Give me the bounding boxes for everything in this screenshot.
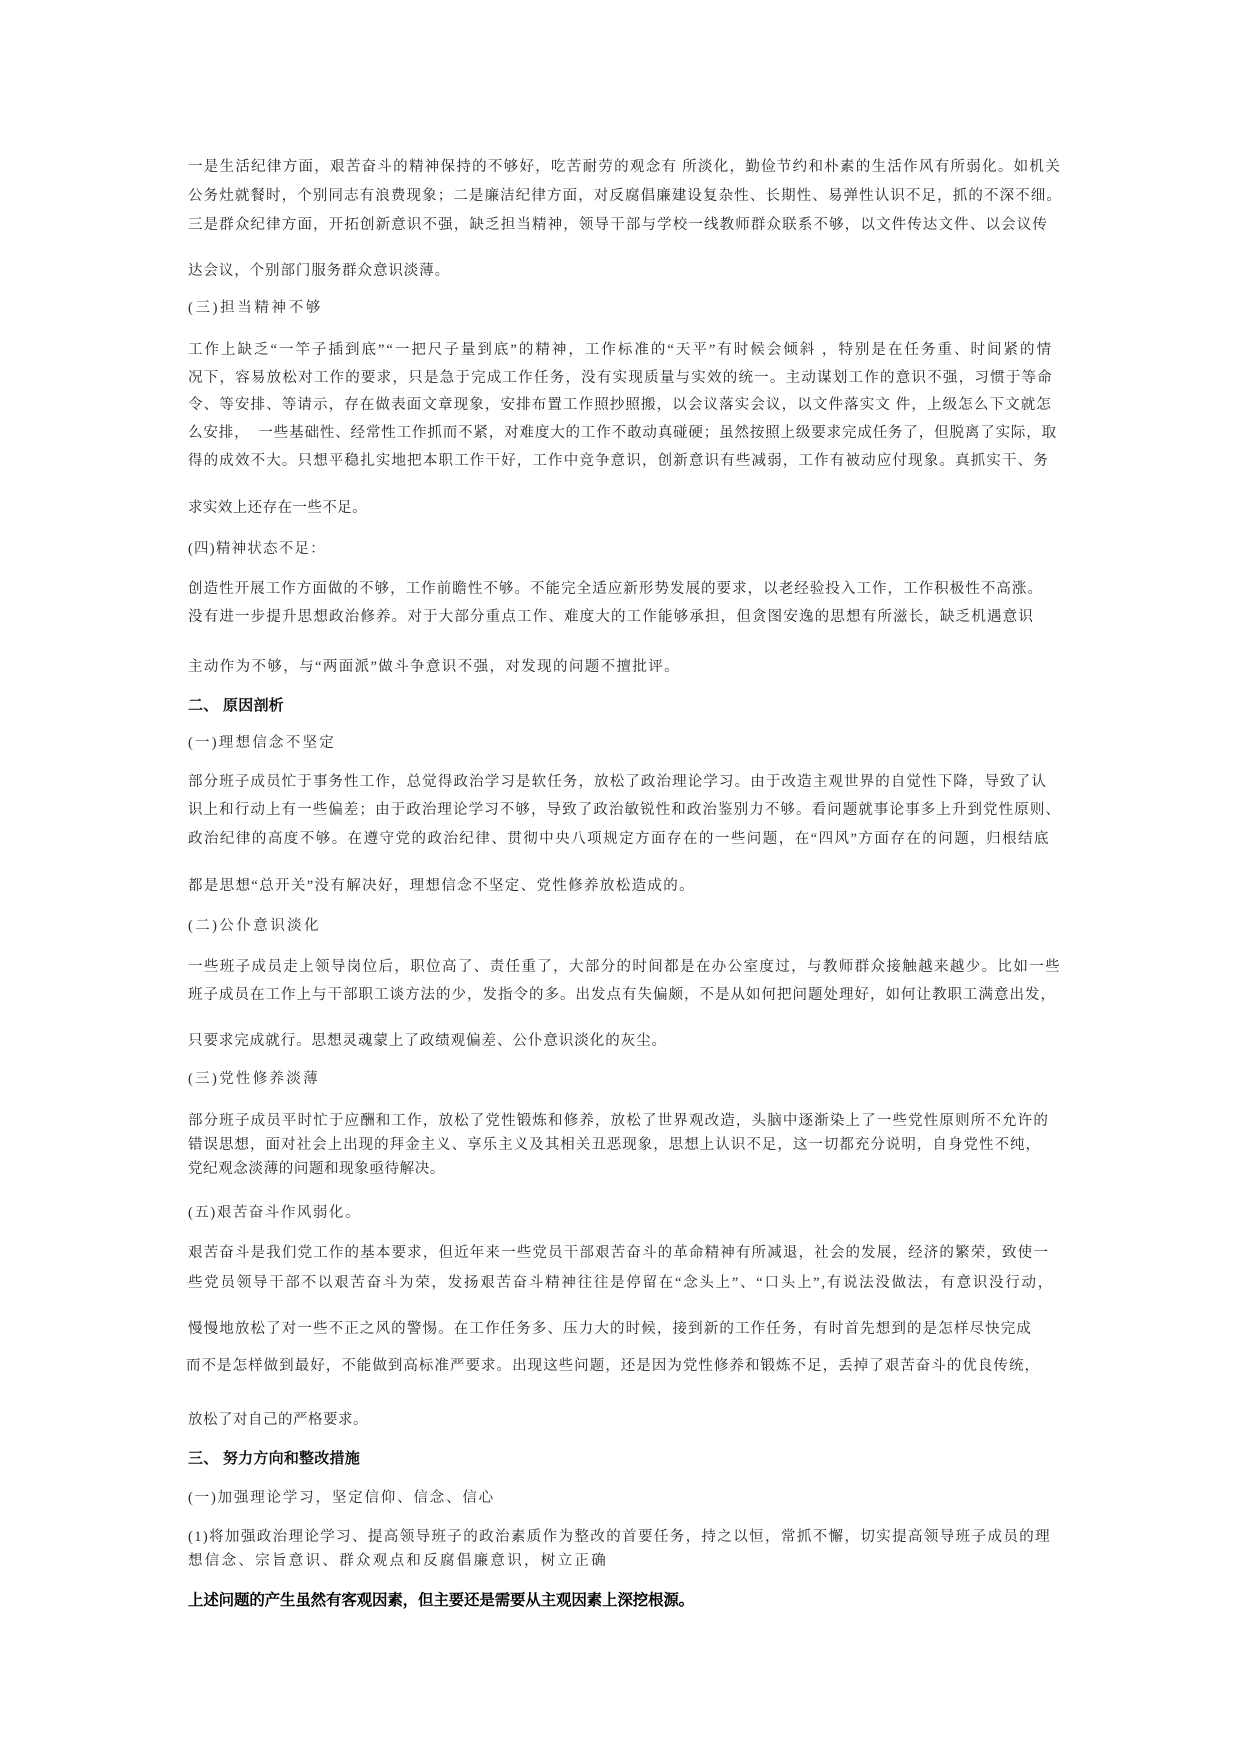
paragraph-line: 都是思想“总开关”没有解决好，理想信念不坚定、党性修养放松造成的。 bbox=[188, 878, 695, 894]
paragraph-line: 工作上缺乏“一竿子插到底”“一把尺子量到底”的精神，工作标准的“天平”有时候会倾斜 ，特别是在任务重、时间紧的情 bbox=[188, 342, 1053, 358]
paragraph-line: 公务灶就餐时，个别同志有浪费现象；二是廉洁纪律方面，对反腐倡廉建设复杂性、长期性、易弹性认识不足，抓的不深不细。 bbox=[188, 188, 1062, 204]
paragraph-line: 党纪观念淡薄的问题和现象亟待解决。 bbox=[188, 1161, 445, 1177]
subsection-heading: (三)党性修养淡薄 bbox=[188, 1071, 320, 1087]
paragraph-line: 部分班子成员忙于事务性工作，总觉得政治学习是软任务，放松了政治理论学习。由于改造主观世界的自觉性下降，导致了认 bbox=[188, 774, 1047, 790]
subsection-heading: (一)加强理论学习，坚定信仰、信念、信心 bbox=[188, 1490, 495, 1506]
paragraph-line: 些党员领导干部不以艰苦奋斗为荣，发扬艰苦奋斗精神往往是停留在“念头上”、“口头上”,有说法没做法，有意识没行动， bbox=[188, 1275, 1054, 1291]
subsection-heading: (五)艰苦奋斗作风弱化。 bbox=[188, 1205, 361, 1221]
paragraph-line: 一些班子成员走上领导岗位后，职位高了、责任重了，大部分的时间都是在办公室度过，与教师群众接触越来越少。比如一些 bbox=[188, 959, 1061, 975]
paragraph-line: 慢慢地放松了对一些不正之风的警惕。在工作任务多、压力大的时候，接到新的工作任务，有时首先想到的是怎样尽快完成 bbox=[188, 1321, 1032, 1337]
subsection-heading: (三)担当精神不够 bbox=[188, 300, 323, 316]
paragraph-line: 政治纪律的高度不够。在遵守党的政治纪律、贯彻中央八项规定方面存在的一些问题，在“四风”方面存在的问题，归根结底 bbox=[188, 831, 1050, 847]
section-heading: 二、 原因剖析 bbox=[188, 697, 284, 714]
paragraph-line: 主动作为不够，与“两面派”做斗争意识不强，对发现的问题不擅批评。 bbox=[188, 659, 680, 675]
paragraph-line: 一是生活纪律方面，艰苦奋斗的精神保持的不够好，吃苦耐劳的观念有 所淡化，勤俭节约和朴素的生活作风有所弱化。如机关 bbox=[188, 159, 1061, 175]
paragraph-line: 而不是怎样做到最好，不能做到高标准严要求。出现这些问题，还是因为党性修养和锻炼不足，丢掉了艰苦奋斗的优良传统， bbox=[186, 1358, 1040, 1374]
subsection-heading: (一)理想信念不坚定 bbox=[188, 735, 336, 751]
paragraph-line: 班子成员在工作上与干部职工谈方法的少，发指令的多。出发点有失偏颇，不是从如何把问题处理好，如何让教职工满意出发， bbox=[188, 987, 1056, 1003]
paragraph-line: 没有进一步提升思想政治修养。对于大部分重点工作、难度大的工作能够承担，但贪图安逸的思想有所滋长，缺乏机遇意识 bbox=[188, 609, 1034, 625]
subsection-heading: (四)精神状态不足： bbox=[188, 541, 326, 557]
paragraph-line: 识上和行动上有一些偏差；由于政治理论学习不够，导致了政治敏锐性和政治鉴别力不够。看问题就事论事多上升到党性原则、 bbox=[188, 802, 1061, 818]
paragraph-line: 得的成效不大。只想平稳扎实地把本职工作干好，工作中竞争意识，创新意识有些减弱，工作有被动应付现象。真抓实干、务 bbox=[188, 453, 1049, 469]
paragraph-line: 三是群众纪律方面，开拓创新意识不强，缺乏担当精神，领导干部与学校一线教师群众联系不够，以文件传达文件、以会议传 bbox=[188, 217, 1048, 233]
paragraph-line: 求实效上还存在一些不足。 bbox=[188, 500, 367, 516]
paragraph-line: (1)将加强政治理论学习、提高领导班子的政治素质作为整改的首要任务，持之以恒，常抓不懈，切实提高领导班子成员的理 bbox=[188, 1529, 1051, 1545]
paragraph-line: 放松了对自己的严格要求。 bbox=[188, 1412, 368, 1428]
paragraph-line: 部分班子成员平时忙于应酬和工作，放松了党性锻炼和修养，放松了世界观改造，头脑中逐渐染上了一些党性原则所不允许的 bbox=[188, 1113, 1049, 1129]
paragraph-line: 只要求完成就行。思想灵魂蒙上了政绩观偏差、公仆意识淡化的灰尘。 bbox=[188, 1033, 667, 1049]
paragraph-line: 么安排， 一些基础性、经常性工作抓而不紧，对难度大的工作不敢动真碰硬；虽然按照上级要求完成任务了，但脱离了实际，取 bbox=[188, 425, 1057, 441]
paragraph-line: 错误思想，面对社会上出现的拜金主义、享乐主义及其相关丑恶现象，思想上认识不足，这一切都充分说明，自身党性不纯， bbox=[188, 1137, 1041, 1153]
subsection-heading: (二)公仆意识淡化 bbox=[188, 918, 321, 934]
paragraph-line: 想信念、宗旨意识、群众观点和反腐倡廉意识，树立正确 bbox=[188, 1553, 608, 1569]
section-heading: 三、 努力方向和整改措施 bbox=[188, 1450, 360, 1467]
closing-statement: 上述问题的产生虽然有客观因素，但主要还是需要从主观因素上深挖根源。 bbox=[188, 1592, 694, 1609]
paragraph-line: 艰苦奋斗是我们党工作的基本要求，但近年来一些党员干部艰苦奋斗的革命精神有所减退，社会的发展，经济的繁荣，致使一 bbox=[188, 1245, 1049, 1261]
paragraph-line: 况下，容易放松对工作的要求，只是急于完成工作任务，没有实现质量与实效的统一。主动谋划工作的意识不强，习惯于等命 bbox=[188, 370, 1053, 386]
paragraph-line: 创造性开展工作方面做的不够，工作前瞻性不够。不能完全适应新形势发展的要求，以老经验投入工作，工作积极性不高涨。 bbox=[188, 581, 1043, 597]
paragraph-line: 令、等安排、等请示，存在做表面文章现象，安排布置工作照抄照搬，以会议落实会议，以文件落实文 件，上级怎么下文就怎 bbox=[188, 397, 1052, 413]
paragraph-line: 达会议，个别部门服务群众意识淡薄。 bbox=[188, 263, 450, 279]
